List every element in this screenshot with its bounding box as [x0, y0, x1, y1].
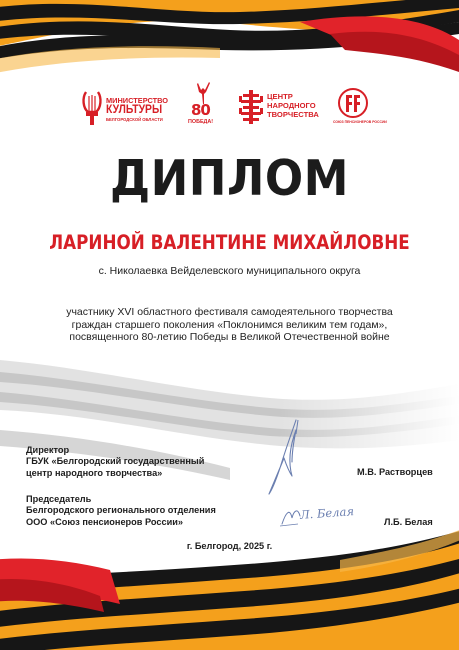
center-line3: ТВОРЧЕСТВА	[267, 110, 319, 119]
director-name: М.В. Растворцев	[357, 467, 433, 477]
pensioners-emblem-icon	[338, 88, 368, 118]
director-title-block	[26, 445, 204, 479]
description-line: граждан старшего поколения «Поклонимся великим тем годам»,	[71, 318, 388, 331]
ministry-culture-logo	[80, 86, 175, 130]
chairman-role: Председатель	[26, 494, 92, 504]
diploma-title: ДИПЛОМ	[110, 150, 349, 207]
center-line1: ЦЕНТР	[267, 92, 293, 101]
lyre-icon	[80, 90, 104, 126]
top-ribbon	[0, 0, 459, 74]
chairman-org-line: ООО «Союз пенсионеров России»	[26, 516, 183, 527]
center-line2: НАРОДНОГО	[267, 101, 316, 110]
description-line: участнику XVI областного фестиваля самодеятельного творчества	[66, 306, 393, 318]
award-description	[20, 306, 439, 344]
ministry-line2: КУЛЬТУРЫ	[106, 104, 163, 116]
folk-art-center-logo	[239, 86, 319, 130]
director-signature-mark	[266, 416, 306, 498]
pensioners-union-logo	[330, 86, 387, 130]
chairman-handwriting: Л. Белая	[299, 504, 355, 522]
ornament-icon	[239, 90, 263, 124]
chairman-name: Л.Б. Белая	[384, 517, 433, 527]
victory-word: ПОБЕДА!	[188, 119, 214, 125]
description-line: посвященного 80-летию Победы в Великой Отечественной войне	[69, 331, 390, 343]
place-and-date: г. Белгород, 2025 г.	[186, 541, 273, 551]
chairman-title-block	[26, 494, 216, 528]
logos-row	[0, 86, 459, 130]
recipient-locality: с. Николаевка Вейделевского муниципального округа	[98, 265, 361, 277]
director-org-line: ГБУК «Белгородский государственный	[26, 456, 205, 467]
director-org-line: центр народного творчества»	[26, 467, 163, 478]
victory-number: 80	[191, 101, 210, 119]
recipient-name: ЛАРИНОЙ ВАЛЕНТИНЕ МИХАЙЛОВНЕ	[49, 231, 410, 254]
victory-80-logo	[188, 86, 216, 130]
ministry-line1: МИНИСТЕРСТВО	[106, 96, 169, 105]
director-role: Директор	[26, 445, 70, 455]
chairman-org-line: Белгородского регионального отделения	[26, 505, 216, 516]
ministry-line3: БЕЛГОРОДСКОЙ ОБЛАСТИ	[106, 117, 163, 122]
pensioners-caption: СОЮЗ ПЕНСИОНЕРОВ РОССИИ	[333, 120, 387, 124]
